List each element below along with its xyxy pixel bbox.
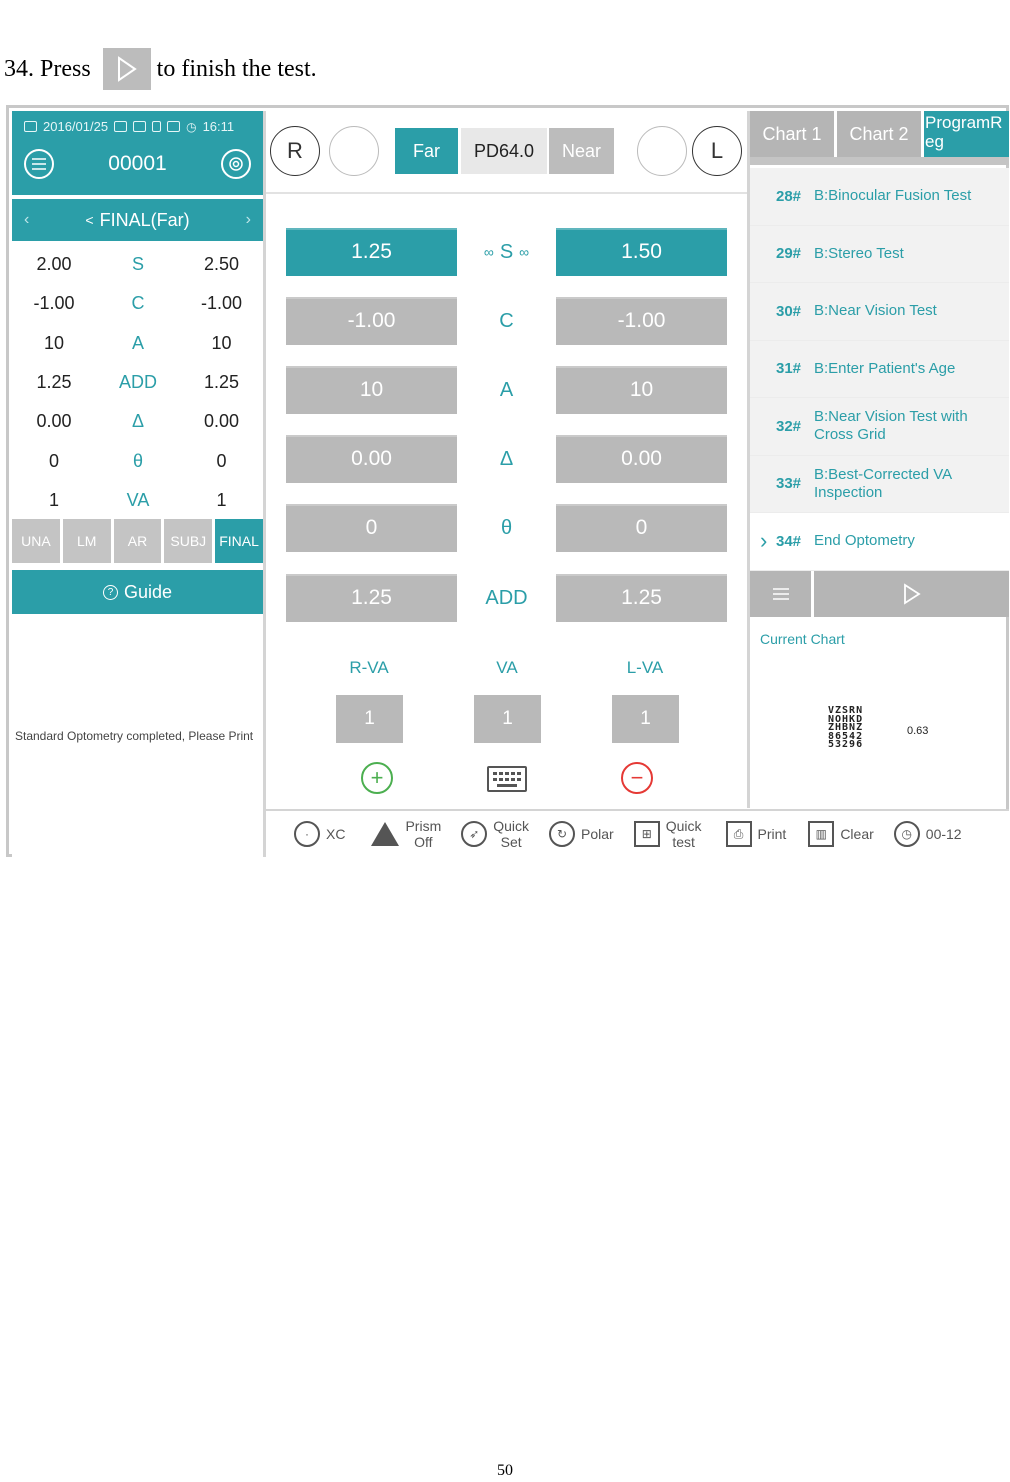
guide-button[interactable] (12, 570, 263, 614)
summary-left: 2.50 (203, 254, 240, 275)
mode-label: FINAL(Far) (99, 209, 190, 230)
far-button[interactable]: Far (395, 128, 458, 174)
r-va-value[interactable]: 1 (336, 695, 403, 743)
test-name: B:Best-Corrected VA Inspection (814, 465, 952, 501)
middle-panel (266, 111, 747, 808)
va-label: VA (496, 658, 518, 677)
timer-value: 00-12 (925, 826, 962, 842)
summary-left: 0 (216, 450, 227, 471)
keyboard-icon[interactable] (487, 766, 527, 792)
link-icon[interactable]: ∞ (519, 244, 530, 260)
device-icon (152, 121, 161, 132)
program-controls (750, 571, 1009, 617)
prism-label: Prism (405, 818, 442, 834)
tab-subj[interactable]: SUBJ (164, 519, 212, 563)
device-screen (6, 105, 1009, 857)
left-panel (12, 111, 263, 857)
near-button[interactable]: Near (549, 128, 614, 174)
summary-left: 0.00 (203, 411, 240, 432)
summary-right: 10 (43, 332, 65, 353)
tab-final[interactable]: FINAL (215, 519, 263, 563)
prism-state: Off (414, 834, 433, 850)
print-label: Print (757, 826, 787, 842)
add-label: ADD (485, 586, 528, 609)
list-item[interactable] (750, 283, 1009, 341)
summary-right: 1 (48, 489, 59, 510)
summary-left: 10 (211, 332, 232, 353)
summary-row (12, 441, 263, 480)
left-a-value[interactable]: 10 (556, 366, 727, 414)
test-name: End Optometry (814, 532, 915, 550)
status-date: 2016/01/25 (43, 119, 109, 134)
right-theta-value[interactable]: 0 (286, 504, 457, 552)
refraction-row-prism (266, 435, 747, 483)
left-eye-button[interactable]: L (692, 126, 742, 176)
list-item[interactable] (750, 168, 1009, 226)
prism-label: Δ (499, 447, 514, 470)
left-theta-value[interactable]: 0 (556, 504, 727, 552)
right-a-value[interactable]: 10 (286, 366, 457, 414)
clock-icon: ◷ (186, 119, 197, 134)
clear-button[interactable] (808, 811, 873, 857)
menu-icon[interactable] (24, 149, 54, 179)
test-number: 29# (776, 245, 802, 263)
header (12, 111, 263, 195)
tab-una[interactable]: UNA (12, 519, 60, 563)
tab-ar[interactable]: AR (114, 519, 162, 563)
summary-values (12, 245, 263, 520)
right-add-value[interactable]: 1.25 (286, 574, 457, 622)
bottom-toolbar (266, 809, 1009, 857)
play-button[interactable] (814, 571, 1009, 617)
prism-off-button[interactable] (371, 811, 441, 857)
display-icon (167, 121, 180, 132)
va-value[interactable]: 1 (474, 695, 541, 743)
list-item-current[interactable] (750, 513, 1009, 571)
next-arrow-icon[interactable]: › (245, 211, 251, 228)
test-number: 31# (776, 360, 802, 378)
help-icon: ? (103, 585, 118, 600)
quick-test-button[interactable] (634, 811, 702, 857)
xc-button[interactable] (294, 811, 345, 857)
guide-message: Standard Optometry completed, Please Print (15, 729, 254, 743)
increase-icon[interactable]: + (361, 762, 393, 794)
left-add-value[interactable]: 1.25 (556, 574, 727, 622)
polar-button[interactable] (549, 811, 614, 857)
instruction (4, 46, 317, 92)
r-va-label: R-VA (349, 658, 389, 677)
s-label (457, 228, 556, 276)
list-item[interactable] (750, 226, 1009, 284)
share-icon: < (85, 212, 94, 228)
network-icon (114, 121, 127, 132)
trash-icon: ▥ (808, 821, 834, 847)
tab-underline (750, 157, 1009, 165)
summary-label: θ (132, 450, 143, 471)
patient-id: 00001 (108, 152, 167, 175)
left-prism-value[interactable]: 0.00 (556, 435, 727, 483)
quick-set-label: Quick (493, 818, 530, 834)
summary-left: 1.25 (203, 372, 240, 393)
pd-button[interactable]: PD64.0 (461, 128, 547, 174)
data-tabs (12, 519, 263, 563)
rotate-icon: ↻ (549, 821, 575, 847)
test-name: B:Enter Patient's Age (814, 359, 956, 377)
instruction-step: 34. Press (4, 55, 91, 82)
left-s-value[interactable]: 1.50 (556, 228, 727, 276)
chart-line: NOHKD (828, 713, 864, 725)
right-eye-occluder-button[interactable] (329, 126, 379, 176)
status-bar (24, 119, 234, 134)
summary-row (12, 284, 263, 323)
monitor-icon (133, 121, 146, 132)
test-number: 32# (776, 417, 802, 435)
guide-label: Guide (123, 581, 173, 602)
right-s-value[interactable]: 1.25 (286, 228, 457, 276)
left-c-value[interactable]: -1.00 (556, 297, 727, 345)
mode-selector[interactable] (12, 199, 263, 241)
tab-chart-2[interactable]: Chart 2 (837, 111, 921, 157)
left-eye-occluder-button[interactable] (637, 126, 687, 176)
a-label: A (499, 378, 514, 401)
summary-label: A (131, 332, 144, 353)
grid-icon: ⊞ (634, 821, 660, 847)
status-time: 16:11 (202, 119, 235, 134)
l-va-label: L-VA (626, 658, 664, 677)
list-item[interactable] (750, 456, 1009, 514)
prev-arrow-icon[interactable]: ‹ (24, 211, 30, 228)
summary-right: 0.00 (36, 411, 72, 432)
test-number: 34# (776, 532, 802, 550)
summary-label: VA (126, 489, 150, 510)
chart-line: 86542 (828, 730, 864, 742)
refraction-row-s (266, 228, 747, 276)
test-name: B:Stereo Test (814, 244, 904, 262)
printer-icon: ⎙ (726, 821, 752, 847)
quick-set-button[interactable] (461, 811, 529, 857)
chevron-right-icon: › (760, 528, 768, 554)
summary-row (12, 324, 263, 363)
calendar-icon (24, 121, 37, 132)
test-number: 28# (776, 187, 802, 205)
chart-acuity-value: 0.63 (907, 725, 929, 737)
summary-right: 2.00 (36, 254, 72, 275)
test-name: B:Near Vision Test (814, 302, 937, 320)
polar-label: Polar (581, 826, 614, 842)
list-item[interactable] (750, 341, 1009, 399)
quick-test-label-2: test (672, 834, 695, 850)
link-icon[interactable]: ∞ (483, 244, 494, 260)
summary-right: 1.25 (36, 372, 72, 393)
list-item[interactable] (750, 398, 1009, 456)
chart-line: 53296 (828, 739, 864, 750)
page-number: 50 (497, 1462, 513, 1479)
l-va-value[interactable]: 1 (612, 695, 679, 743)
summary-row (12, 402, 263, 441)
test-number: 30# (776, 302, 802, 320)
test-name: B:Near Vision Test with Cross Grid (814, 408, 968, 444)
refraction-row-theta (266, 504, 747, 552)
tab-chart-1[interactable]: Chart 1 (750, 111, 834, 157)
summary-label: S (131, 254, 144, 275)
s-label-text: S (499, 240, 514, 263)
right-panel (750, 111, 1009, 808)
summary-right: -1.00 (33, 293, 75, 314)
print-button[interactable] (726, 811, 787, 857)
xc-label: XC (326, 826, 346, 842)
play-icon (903, 583, 921, 605)
clear-label: Clear (840, 826, 874, 842)
cross-cylinder-icon: · (294, 821, 320, 847)
summary-label: Δ (131, 411, 145, 432)
chart-line: ZHBNZ (828, 722, 864, 733)
play-icon (103, 48, 151, 90)
quick-set-label-2: Set (500, 834, 522, 850)
divider (266, 192, 747, 194)
snellen-chart (828, 707, 863, 750)
gear-icon[interactable] (221, 149, 251, 179)
theta-label: θ (500, 516, 513, 539)
right-eye-button[interactable]: R (270, 126, 320, 176)
summary-left: 1 (216, 489, 227, 510)
timer-button[interactable] (894, 811, 962, 857)
quick-test-label: Quick (665, 818, 702, 834)
refraction-row-add (266, 574, 747, 622)
summary-row (12, 245, 263, 284)
rocket-icon: ➶ (461, 821, 487, 847)
test-number: 33# (776, 475, 802, 493)
tab-lm[interactable]: LM (63, 519, 111, 563)
prism-icon (371, 822, 399, 846)
right-prism-value[interactable]: 0.00 (286, 435, 457, 483)
instruction-rest: to finish the test. (156, 55, 317, 82)
refraction-row-a (266, 366, 747, 414)
test-name: B:Binocular Fusion Test (814, 187, 972, 205)
tab-program-reg[interactable]: ProgramReg (924, 111, 1009, 157)
chart-line: VZSRN (828, 705, 864, 716)
decrease-icon[interactable]: − (621, 762, 653, 794)
c-label: C (499, 309, 514, 332)
summary-row (12, 481, 263, 520)
summary-left: -1.00 (200, 293, 243, 314)
refraction-row-c (266, 297, 747, 345)
clock-icon: ◷ (894, 821, 920, 847)
current-chart-label: Current Chart (760, 631, 845, 647)
summary-label: C (131, 293, 145, 314)
summary-right: 0 (48, 450, 59, 471)
list-menu-button[interactable] (750, 571, 811, 617)
test-list (750, 168, 1009, 571)
summary-label: ADD (118, 372, 157, 393)
right-c-value[interactable]: -1.00 (286, 297, 457, 345)
summary-row (12, 363, 263, 402)
